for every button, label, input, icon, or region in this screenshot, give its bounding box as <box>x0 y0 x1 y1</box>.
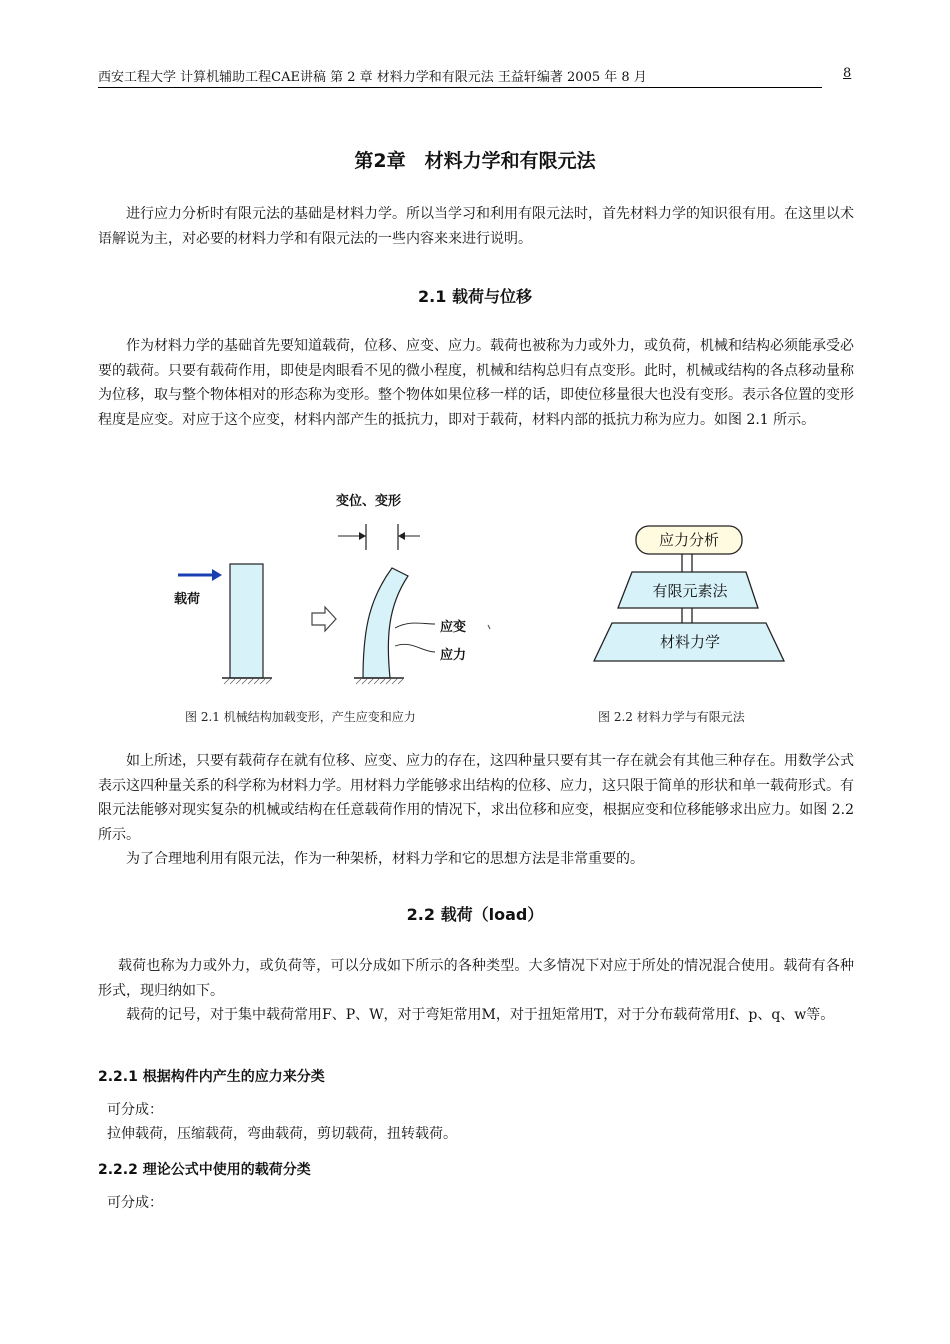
section-2-2-2-line1: 可分成： <box>107 1195 163 1211</box>
strain-label: 应变 <box>440 620 467 635</box>
load-label: 载荷 <box>174 592 201 607</box>
section-2-1-title: 2.1 载荷与位移 <box>418 287 532 306</box>
undeformed-column <box>230 564 263 678</box>
section-2-2-title: 2.2 载荷（load） <box>406 905 544 924</box>
ground-hatch-right <box>356 679 403 684</box>
bridge-paragraph: 为了合理地利用有限元法，作为一种架桥，材料力学和它的思想方法是非常重要的。 <box>126 851 644 867</box>
relation-paragraph: 如上所述，只要有载荷存在就有位移、应变、应力的存在，这四种量只要有其一存在就会有其他三种存在。用数学公式表示这四种量关系的科学称为材料力学。用材料力学能够求出结构的位移、应力，这只限于简单的形状和单一载荷形式。有限元法能够对现实复杂的机械或结构在任意载荷作用的情况下，求出位移和应变，根据应变和位移能够求出应力。如图 2.2 所示。 <box>98 753 854 843</box>
figure-2-2 <box>590 522 790 664</box>
ground-hatch-left <box>224 679 271 684</box>
section-2-1-paragraph: 作为材料力学的基础首先要知道载荷，位移、应变、应力。载荷也被称为力或外力，或负荷，机械和结构必须能承受必要的载荷。只要有载荷作用，即使是肉眼看不见的微小程度，机械和结构总归有点变形。此时，机械或结构的各点移动量称为位移，取与整个物体相对的形态称为变形。整个物体如果位移一样的话，即使位移量很大也没有变形。表示各位置的变形程度是应变。对应于这个应变，材料内部产生的抵抗力，即对于载荷，材料内部的抵抗力称为应力。如图 2.1 所示。 <box>98 338 854 428</box>
stress-leader <box>395 644 435 652</box>
section-2-2-1-line2: 拉伸载荷，压缩载荷，弯曲载荷，剪切载荷，扭转载荷。 <box>107 1126 457 1142</box>
section-2-2-1-line1: 可分成： <box>107 1102 163 1118</box>
figure-2-2-caption: 图 2.2 材料力学与有限元法 <box>598 710 745 724</box>
intro-paragraph: 进行应力分析时有限元法的基础是材料力学。所以当学习和利用有限元法时，首先材料力学的知识很有用。在这里以术语解说为主，对必要的材料力学和有限元法的一些内容来来进行说明。 <box>98 206 854 247</box>
deformed-column <box>363 568 408 678</box>
strain-leader <box>395 623 435 628</box>
stress-analysis-label: 应力分析 <box>658 531 719 549</box>
section-2-2-paragraph2: 载荷的记号，对于集中载荷常用F、P、W，对于弯矩常用M，对于扭矩常用T，对于分布载荷常用f、p、q、w等。 <box>126 1007 835 1023</box>
displacement-label: 变位、变形 <box>336 494 402 509</box>
section-2-2-1-title: 2.2.1 根据构件内产生的应力来分类 <box>98 1069 325 1085</box>
section-2-2-2-title: 2.2.2 理论公式中使用的载荷分类 <box>98 1162 311 1178</box>
figure-2-1-caption: 图 2.1 机械结构加载变形，产生应变和应力 <box>185 710 416 724</box>
header-rule <box>98 87 822 88</box>
mechanics-label: 材料力学 <box>659 633 720 651</box>
chapter-title: 第2章 材料力学和有限元法 <box>354 150 596 172</box>
figure-2-1 <box>170 488 500 693</box>
page-number: 8 <box>843 66 852 81</box>
running-header: 西安工程大学 计算机辅助工程CAE讲稿 第 2 章 材料力学和有限元法 王益轩编著 2005 年 8 月 <box>98 70 647 85</box>
section-2-2-paragraph1: 载荷也称为力或外力，或负荷等，可以分成如下所示的各种类型。大多情况下对应于所处的情况混合使用。载荷有各种形式，现归纳如下。 <box>98 958 854 999</box>
load-arrowhead <box>212 569 222 581</box>
transform-arrow-icon <box>312 607 336 631</box>
fem-label: 有限元素法 <box>652 582 728 600</box>
stress-label: 应力 <box>440 648 467 663</box>
